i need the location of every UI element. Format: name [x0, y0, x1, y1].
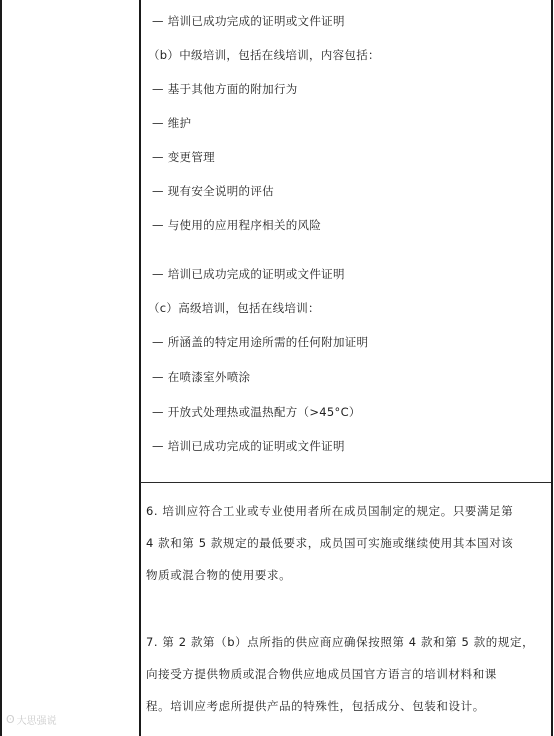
paragraph-line: 程。培训应考虑所提供产品的特殊性，包括成分、包装和设计。 [146, 699, 485, 713]
paragraph-7 [146, 626, 548, 722]
table-border-left [0, 0, 2, 736]
table-border-right [551, 0, 553, 736]
paragraph-6 [146, 495, 548, 591]
list-item: — 开放式处理热或温热配方（>45°C） [152, 405, 361, 419]
list-item-heading: （c）高级培训，包括在线培训： [148, 301, 320, 315]
list-item: — 在喷漆室外喷涂 [152, 370, 251, 384]
list-item-heading: （b）中级培训，包括在线培训，内容包括： [148, 48, 380, 62]
list-item: — 培训已成功完成的证明或文件证明 [152, 439, 345, 453]
paragraph-line: 物质或混合物的使用要求。 [146, 568, 292, 582]
watermark-text: 大思强说 [16, 716, 57, 727]
list-item: — 基于其他方面的附加行为 [152, 82, 298, 96]
list-item: — 所涵盖的特定用途所需的任何附加证明 [152, 335, 369, 349]
paragraph-line: 4 款和第 5 款规定的最低要求，成员国可实施或继续使用其本国对该 [146, 536, 514, 550]
table-column-divider [139, 0, 141, 736]
list-item: — 现有安全说明的评估 [152, 184, 274, 198]
paragraph-line: 向接受方提供物质或混合物供应地成员国官方语言的培训材料和课 [146, 667, 497, 681]
weibo-icon: ʘ [6, 713, 15, 726]
list-item: — 培训已成功完成的证明或文件证明 [152, 14, 345, 28]
paragraph-line: 7. 第 2 款第（b）点所指的供应商应确保按照第 4 款和第 5 款的规定， [146, 635, 535, 649]
list-item: — 与使用的应用程序相关的风险 [152, 218, 322, 232]
row-divider [140, 482, 551, 483]
list-item: — 培训已成功完成的证明或文件证明 [152, 267, 345, 281]
list-item: — 变更管理 [152, 150, 215, 164]
paragraph-line: 6. 培训应符合工业或专业使用者所在成员国制定的规定。只要满足第 [146, 504, 514, 518]
list-item: — 维护 [152, 116, 192, 130]
watermark [6, 712, 57, 727]
